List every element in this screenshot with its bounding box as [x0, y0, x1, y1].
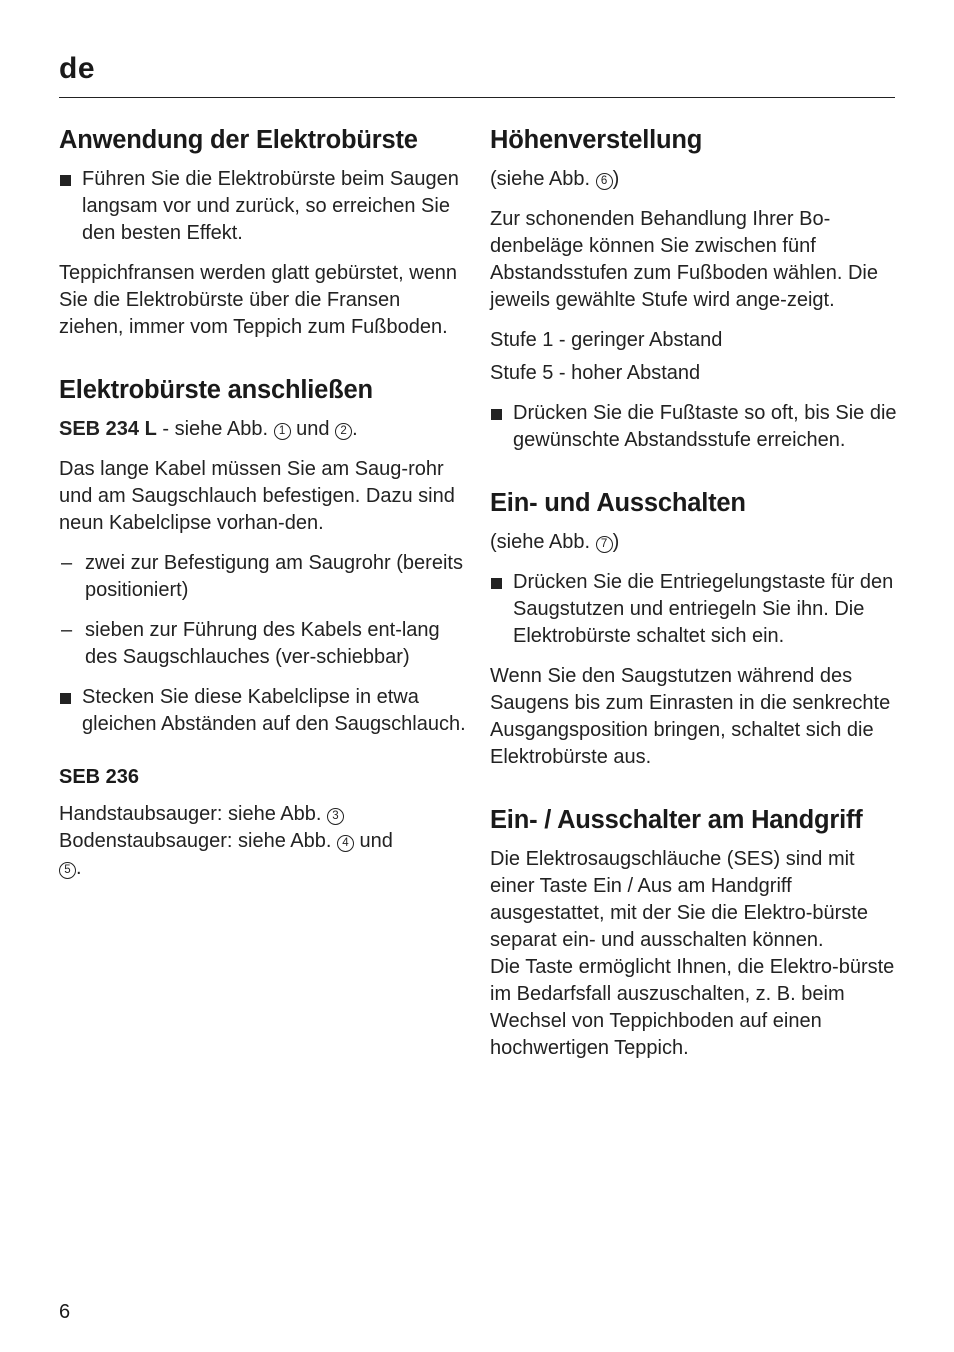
- bullet-item: [59, 166, 469, 247]
- section-anwendung: [59, 124, 469, 341]
- bullet-text: Stecken Sie diese Kabelclipse in etwa gleichen Abständen auf den Saugschlauch.: [82, 686, 466, 735]
- dash-text: sieben zur Führung des Kabels ent-lang des Saugschlauches (ver-schiebbar): [85, 619, 440, 668]
- section-hoehenverstellung: [490, 124, 900, 454]
- section-ein-ausschalten: [490, 487, 900, 771]
- paragraph: Zur schonenden Behandlung Ihrer Bo-denbeläge können Sie zwischen fünf Abstandsstufen zum Fußboden wählen. Die jeweils gewählte Stufe wird ange-zeigt.: [490, 208, 878, 311]
- section-title: Ein- und Ausschalten: [490, 489, 746, 517]
- bullet-text: Drücken Sie die Entriegelungstaste für den Saugstutzen und entriegeln Sie ihn. Die Elektrobürste schaltet sich ein.: [513, 571, 894, 647]
- paragraph: Das lange Kabel müssen Sie am Saug-rohr und am Saugschlauch befestigen. Dazu sind neun Kabelclipse vorhan-den.: [59, 458, 455, 534]
- section-anschliessen: [59, 374, 469, 738]
- bullet-item: [490, 400, 900, 454]
- dash-marker: –: [61, 552, 73, 574]
- section-subtitle: SEB 236: [59, 766, 140, 788]
- figure-number-badge: 1: [274, 423, 291, 440]
- paragraph: Die Elektrosaugschläuche (SES) sind mit einer Taste Ein / Aus am Handgriff ausgestattet, mit der Sie die Elektro-bürste separat ein- und ausschalten können.: [490, 848, 868, 951]
- model-name: SEB 234 L: [59, 418, 157, 440]
- figure-number-badge: 4: [337, 835, 354, 852]
- ref-text: .: [352, 418, 358, 440]
- model-reference: [59, 416, 469, 443]
- stufe-line: Stufe 5 - hoher Abstand: [490, 362, 701, 384]
- dash-text: zwei zur Befestigung am Saugrohr (bereits positioniert): [85, 552, 463, 601]
- right-column: [490, 124, 900, 1095]
- figure-number-badge: 6: [596, 173, 613, 190]
- page-number: 6: [59, 1301, 71, 1323]
- figure-reference: [490, 529, 900, 556]
- dash-item: [59, 550, 469, 604]
- header-rule: [59, 97, 895, 98]
- ref-text: Bodenstaubsauger: siehe Abb.: [59, 830, 337, 852]
- paragraph: Teppichfransen werden glatt gebürstet, wenn Sie die Elektrobürste über die Fransen ziehen, immer vom Teppich zum Fußboden.: [59, 262, 458, 338]
- figure-number-badge: 5: [59, 862, 76, 879]
- language-code: de: [59, 52, 96, 85]
- figure-reference: [490, 166, 900, 193]
- bullet-item: [490, 569, 900, 650]
- dash-marker: –: [61, 619, 73, 641]
- square-bullet-icon: [60, 175, 71, 186]
- square-bullet-icon: [491, 578, 502, 589]
- paragraph: Die Taste ermöglicht Ihnen, die Elektro-bürste im Bedarfsfall auszuschalten, z. B. beim Wechsel von Teppichboden auf einen hochwertigen Teppich.: [490, 956, 895, 1059]
- figure-number-badge: 2: [335, 423, 352, 440]
- ref-text: und: [290, 418, 336, 440]
- section-seb236: [59, 764, 469, 882]
- figure-number-badge: 7: [596, 536, 613, 553]
- ref-text: Handstaubsauger: siehe Abb.: [59, 803, 327, 825]
- section-handgriff-schalter: [490, 804, 900, 1062]
- stufe-line: Stufe 1 - geringer Abstand: [490, 329, 723, 351]
- section-title: Anwendung der Elektrobürste: [59, 126, 418, 154]
- left-column: [59, 124, 469, 915]
- dash-item: [59, 617, 469, 671]
- ref-text: und: [354, 830, 393, 852]
- section-title: Ein- / Ausschalter am Handgriff: [490, 806, 863, 834]
- ref-text: .: [76, 857, 82, 879]
- ref-text: (siehe Abb.: [490, 531, 596, 553]
- bullet-text: Führen Sie die Elektrobürste beim Saugen langsam vor und zurück, so erreichen Sie den besten Effekt.: [82, 168, 459, 244]
- ref-text: - siehe Abb.: [156, 418, 274, 440]
- square-bullet-icon: [491, 409, 502, 420]
- ref-text: (siehe Abb.: [490, 168, 596, 190]
- bullet-text: Drücken Sie die Fußtaste so oft, bis Sie die gewünschte Abstandsstufe erreichen.: [513, 402, 897, 451]
- paragraph: [59, 801, 469, 882]
- bullet-item: [59, 684, 469, 738]
- square-bullet-icon: [60, 693, 71, 704]
- ref-text: ): [612, 531, 620, 553]
- paragraph: Wenn Sie den Saugstutzen während des Saugens bis zum Einrasten in die senkrechte Ausgangsposition bringen, schaltet sich die Elektrobürste aus.: [490, 665, 891, 768]
- section-title: Höhenverstellung: [490, 126, 703, 154]
- figure-number-badge: 3: [327, 808, 344, 825]
- section-title: Elektrobürste anschließen: [59, 376, 373, 404]
- ref-text: ): [612, 168, 620, 190]
